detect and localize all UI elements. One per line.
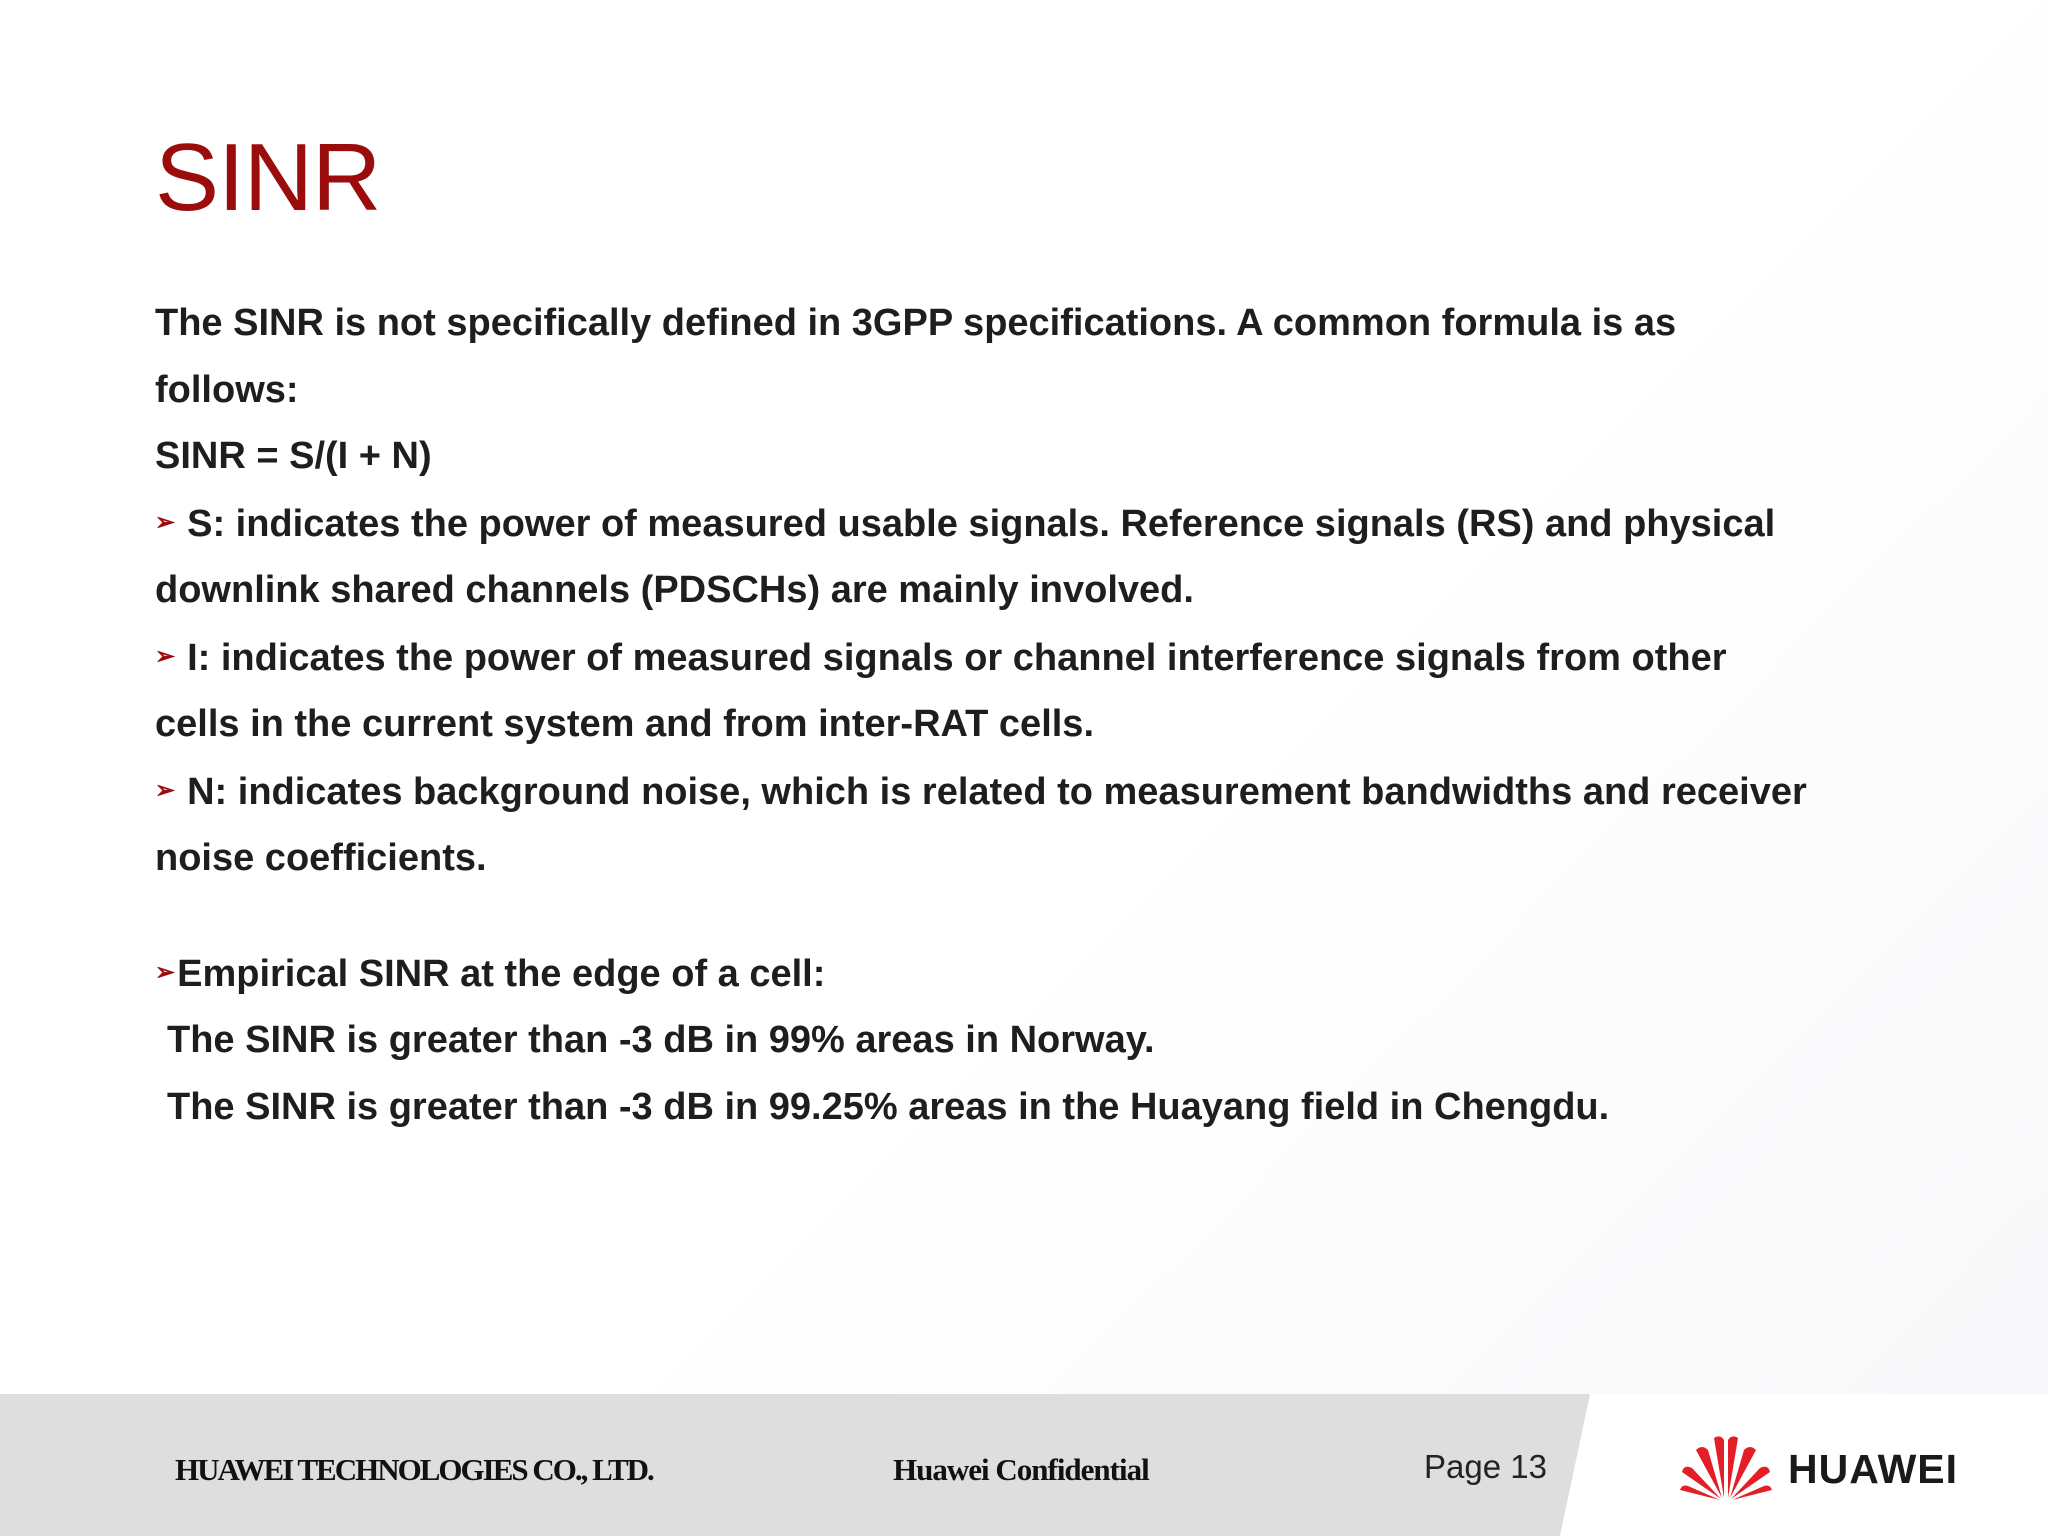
empirical-item-chengdu: The SINR is greater than -3 dB in 99.25% areas in the Huayang field in Chengdu. bbox=[167, 1085, 1610, 1128]
bullet-i-continuation: cells in the current system and from inter-RAT cells. bbox=[155, 703, 1094, 745]
arrow-bullet-icon: ➢ bbox=[155, 642, 176, 670]
bullet-n-text: N: indicates background noise, which is related to measurement bandwidths and receiver bbox=[187, 770, 1807, 813]
huawei-logo-text: HUAWEI bbox=[1788, 1446, 1958, 1492]
bullet-i bbox=[155, 624, 1915, 692]
arrow-bullet-icon: ➢ bbox=[155, 776, 176, 804]
bullet-n bbox=[155, 758, 1915, 826]
empirical-heading-text: Empirical SINR at the edge of a cell: bbox=[177, 952, 826, 995]
intro-line-2: follows: bbox=[155, 368, 299, 411]
slide-body bbox=[155, 290, 1915, 1140]
spacer bbox=[155, 892, 1915, 940]
intro-line-1: The SINR is not specifically defined in 3GPP specifications. A common formula is as bbox=[155, 302, 1677, 344]
bullet-s bbox=[155, 490, 1915, 558]
arrow-bullet-icon: ➢ bbox=[155, 958, 176, 986]
formula: SINR = S/(I + N) bbox=[155, 435, 432, 477]
bullet-s-text: S: indicates the power of measured usable signals. Reference signals (RS) and physical bbox=[187, 502, 1776, 545]
empirical-heading bbox=[155, 940, 1915, 1008]
footer-company: HUAWEI TECHNOLOGIES CO., LTD. bbox=[175, 1452, 653, 1487]
bullet-n-continuation: noise coefficients. bbox=[155, 837, 487, 879]
bullet-i-text: I: indicates the power of measured signals or channel interference signals from other bbox=[187, 636, 1727, 679]
huawei-flower-icon bbox=[1680, 1432, 1772, 1502]
arrow-bullet-icon: ➢ bbox=[155, 508, 176, 536]
huawei-logo bbox=[1680, 1432, 1980, 1502]
empirical-item-norway: The SINR is greater than -3 dB in 99% areas in Norway. bbox=[167, 1019, 1155, 1061]
slide-title: SINR bbox=[155, 124, 381, 231]
page-number: Page 13 bbox=[1424, 1448, 1547, 1485]
footer-confidential: Huawei Confidential bbox=[893, 1452, 1149, 1487]
bullet-s-continuation: downlink shared channels (PDSCHs) are mainly involved. bbox=[155, 569, 1194, 611]
